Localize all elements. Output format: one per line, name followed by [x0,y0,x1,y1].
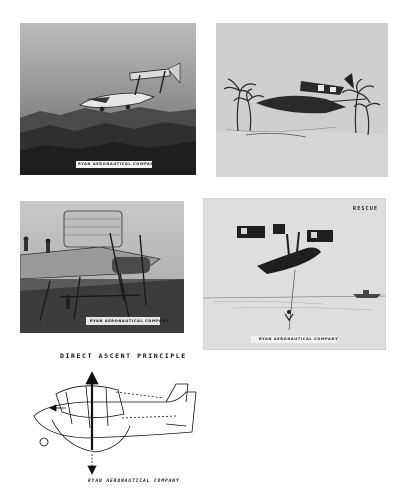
diagram-title: DIRECT ASCENT PRINCIPLE [60,352,187,360]
diagram-caption: RYAN AERONAUTICAL COMPANY [88,479,180,484]
photo-aircraft-over-mountains [20,23,196,175]
aircraft-palm-trees-illustration [216,23,388,177]
photo-rescue-scene [203,198,386,350]
photo-caption: RYAN AERONAUTICAL COMPANY [259,337,339,341]
rescue-label: RESCUE [353,206,379,212]
photo-aircraft-palm-trees [216,23,388,177]
photo-caption: RYAN AERONAUTICAL COMPANY [90,319,170,323]
photo-model-test-stand [20,201,184,333]
model-test-stand-illustration [20,201,184,333]
aircraft-over-mountains-illustration [20,23,196,175]
photo-caption: RYAN AERONAUTICAL COMPANY [78,162,158,166]
rescue-scene-illustration [203,198,386,350]
direct-ascent-diagram-drawing [26,362,202,478]
direct-ascent-diagram [26,362,202,478]
